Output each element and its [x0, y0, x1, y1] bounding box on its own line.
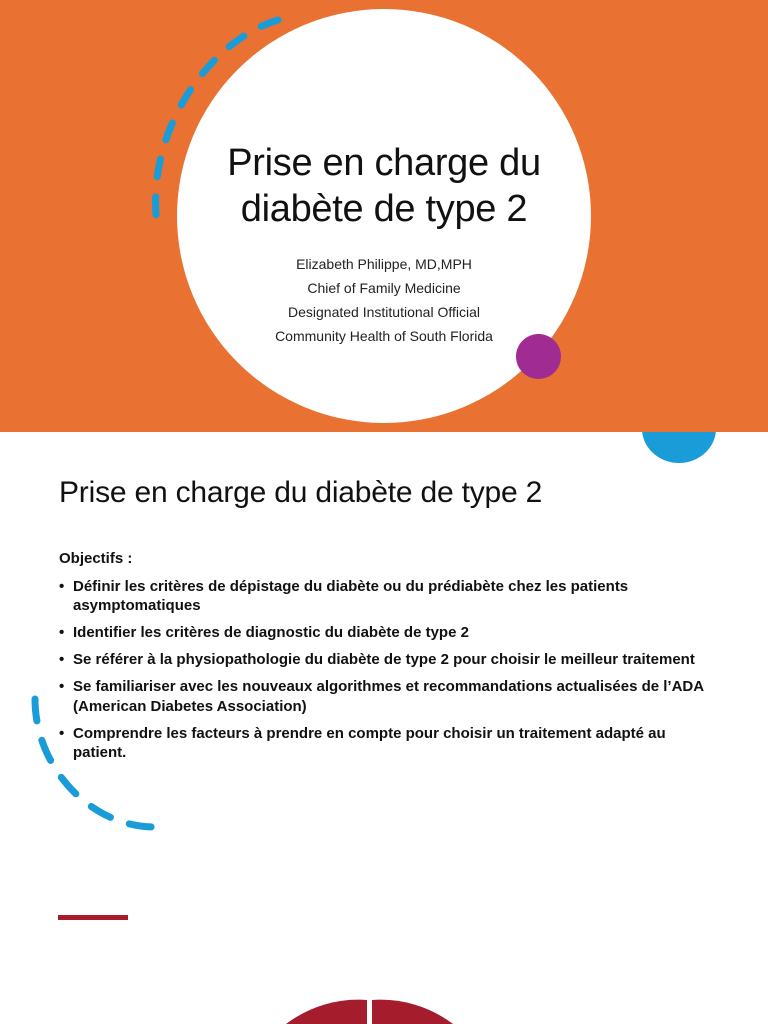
list-item: [59, 623, 719, 643]
bullet-icon: •: [59, 577, 65, 595]
bullet-icon: •: [59, 651, 65, 668]
slide-title: Prise en charge du diabète de type 2: [59, 476, 543, 509]
purple-dot-decoration: [516, 334, 561, 379]
objectives-slide: [0, 432, 768, 1024]
pie-shape-decoration: [280, 997, 460, 1024]
bullet-icon: •: [59, 624, 65, 641]
author-organization: Community Health of South Florida: [275, 328, 493, 344]
title-block: [177, 140, 591, 348]
objective-text: Se référer à la physiopathologie du diabète de type 2 pour choisir le meilleur traitement: [73, 651, 695, 668]
objective-text: Se familiariser avec les nouveaux algorithmes et recommandations actualisées de l’ADA (American Diabetes Association): [73, 678, 704, 715]
objective-text: Comprendre les facteurs à prendre en compte pour choisir un traitement adapté au patient.: [73, 724, 666, 761]
bullet-icon: •: [59, 724, 65, 742]
title-slide: [0, 0, 768, 432]
author-position: Designated Institutional Official: [288, 304, 480, 320]
slide-title: Prise en charge du diabète de type 2: [227, 142, 541, 230]
bullet-icon: •: [59, 678, 65, 695]
objectives-heading: Objectifs :: [59, 550, 133, 567]
objective-text: Identifier les critères de diagnostic du diabète de type 2: [73, 624, 469, 641]
author-role: Chief of Family Medicine: [307, 280, 461, 296]
list-item: [59, 577, 719, 616]
accent-bar: [58, 915, 128, 920]
list-item: [59, 650, 719, 670]
dashed-arc-decoration: [20, 687, 170, 837]
author-name: Elizabeth Philippe, MD,MPH: [296, 256, 472, 272]
blue-semicircle-decoration: [642, 432, 716, 463]
objective-text: Définir les critères de dépistage du diabète ou du prédiabète chez les patients asymptomatiques: [73, 577, 629, 614]
author-info: [177, 252, 591, 348]
